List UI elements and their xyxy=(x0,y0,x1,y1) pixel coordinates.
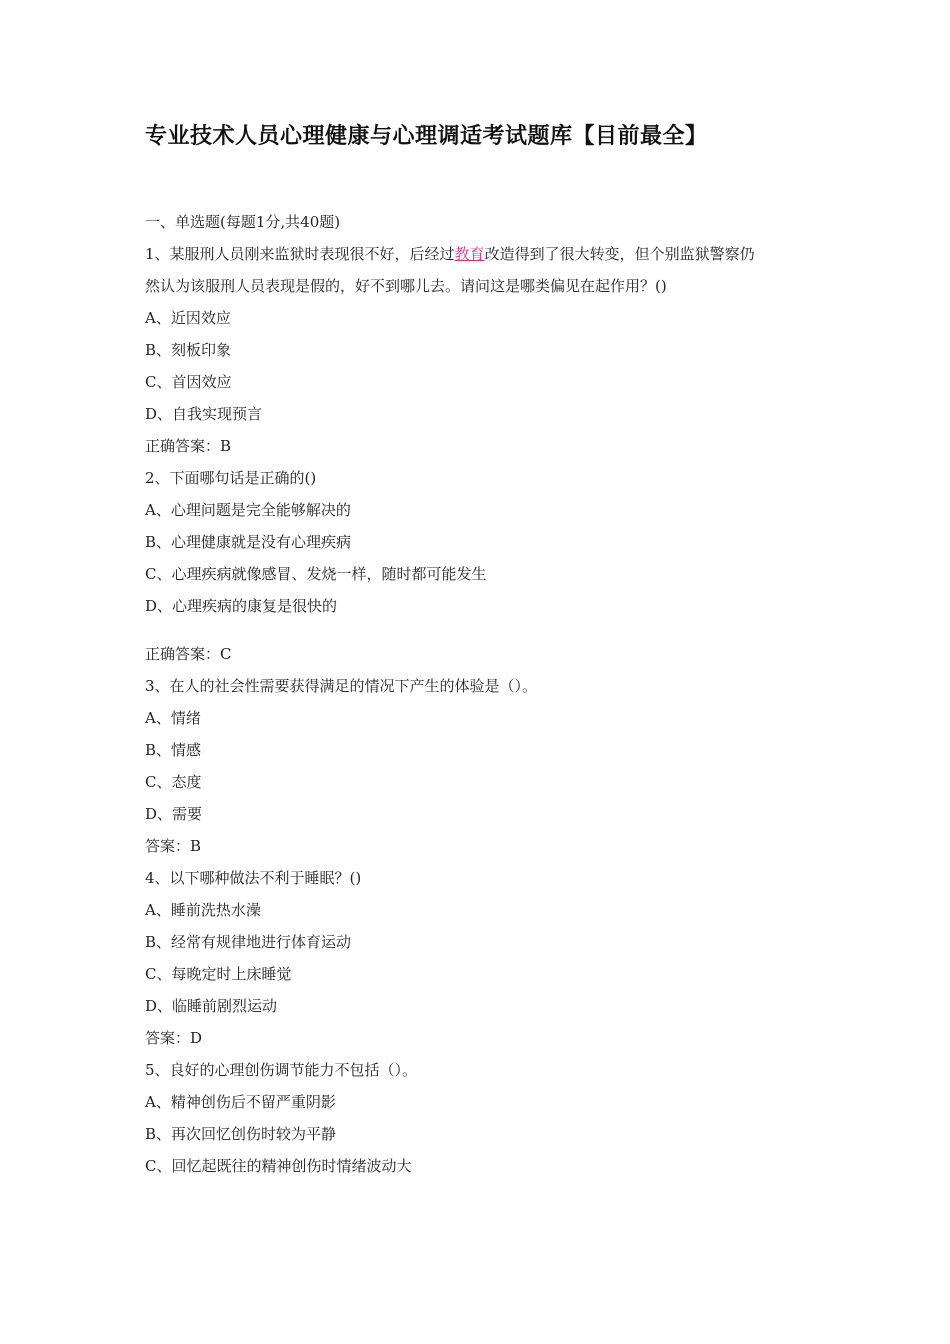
question-2-option-c: C、心理疾病就像感冒、发烧一样，随时都可能发生 xyxy=(145,565,487,583)
section-heading: 一、单选题(每题1分,共40题) xyxy=(145,213,341,231)
question-2-option-d: D、心理疾病的康复是很快的 xyxy=(145,597,338,615)
question-1-option-b: B、刻板印象 xyxy=(145,341,232,359)
question-2-option-a: A、心理问题是完全能够解决的 xyxy=(145,501,351,519)
question-3-option-a: A、情绪 xyxy=(145,709,201,727)
question-4-option-a: A、睡前洗热水澡 xyxy=(145,901,261,919)
question-4-stem: 4、以下哪种做法不利于睡眠？() xyxy=(145,869,362,887)
question-5-option-c: C、回忆起既往的精神创伤时情绪波动大 xyxy=(145,1157,412,1175)
question-3-option-c: C、态度 xyxy=(145,773,202,791)
question-5-option-a: A、精神创伤后不留严重阴影 xyxy=(145,1093,336,1111)
question-3-option-b: B、情感 xyxy=(145,741,202,759)
question-1-option-d: D、自我实现预言 xyxy=(145,405,263,423)
question-2-stem: 2、下面哪句话是正确的() xyxy=(145,469,317,487)
question-5-option-b: B、再次回忆创伤时较为平静 xyxy=(145,1125,337,1143)
question-1-option-a: A、近因效应 xyxy=(145,309,231,327)
question-4-option-b: B、经常有规律地进行体育运动 xyxy=(145,933,352,951)
question-3-stem: 3、在人的社会性需要获得满足的情况下产生的体验是（）。 xyxy=(145,677,538,695)
question-3-option-d: D、需要 xyxy=(145,805,203,823)
question-1-stem-line-1 xyxy=(145,243,845,265)
question-1-text-before: 1、某服刑人员刚来监狱时表现很不好，后经过 xyxy=(145,245,455,263)
question-4-option-c: C、每晚定时上床睡觉 xyxy=(145,965,292,983)
question-2-answer: 正确答案：C xyxy=(145,645,232,663)
question-2-option-b: B、心理健康就是没有心理疾病 xyxy=(145,533,352,551)
question-1-answer: 正确答案：B xyxy=(145,437,232,455)
question-4-option-d: D、临睡前剧烈运动 xyxy=(145,997,278,1015)
question-4-answer: 答案：D xyxy=(145,1029,203,1047)
question-5-stem: 5、良好的心理创伤调节能力不包括（）。 xyxy=(145,1061,418,1079)
question-1-text-after: 改造得到了很大转变，但个别监狱警察仍 xyxy=(484,245,755,263)
question-1-stem-line-2: 然认为该服刑人员表现是假的，好不到哪儿去。请问这是哪类偏见在起作用？() xyxy=(145,277,667,295)
question-1-option-c: C、首因效应 xyxy=(145,373,232,391)
education-link[interactable]: 教育 xyxy=(454,245,485,263)
question-3-answer: 答案：B xyxy=(145,837,202,855)
document-title: 专业技术人员心理健康与心理调适考试题库【目前最全】 xyxy=(145,123,708,149)
